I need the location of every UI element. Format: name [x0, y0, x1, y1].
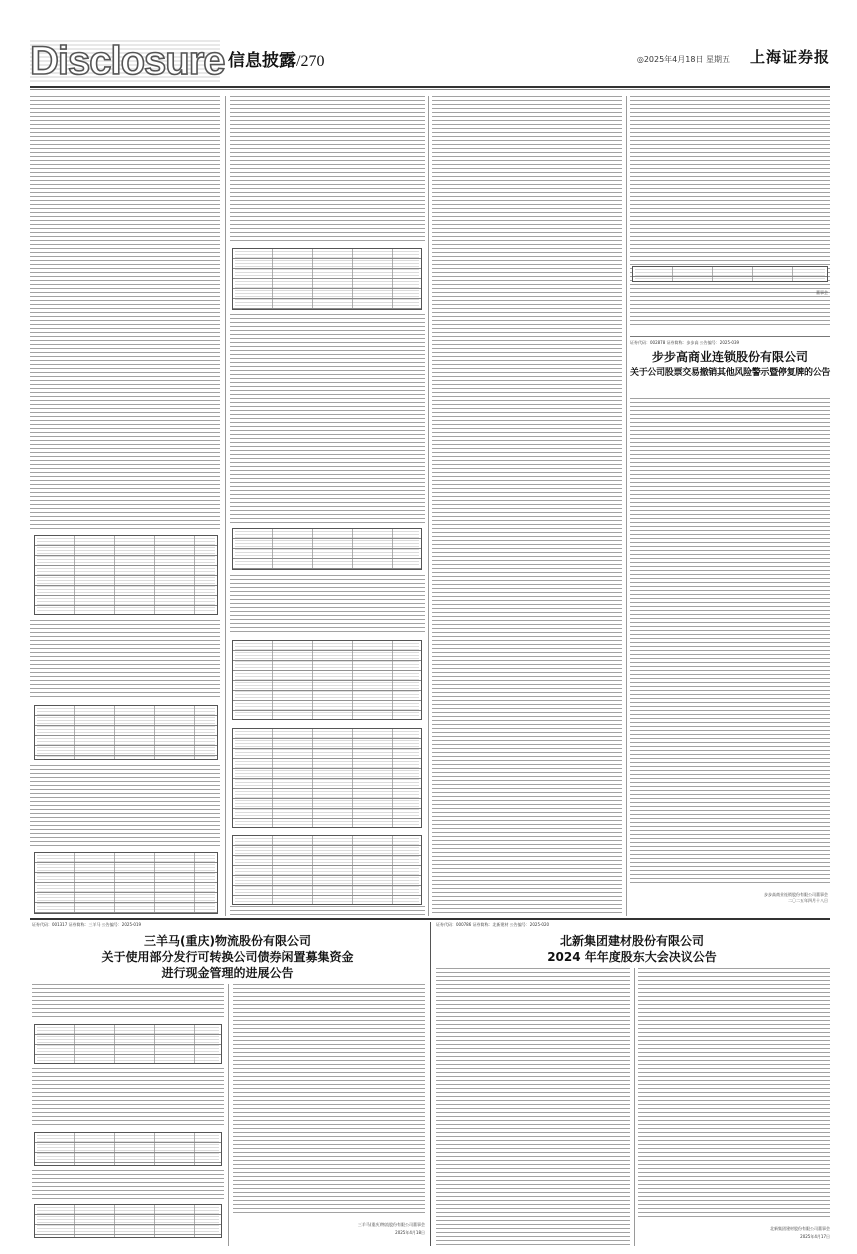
article-code-line: 证券代码：001317 证券简称：三羊马 公告编号：2025-019	[32, 922, 142, 927]
table-column-2e	[232, 835, 422, 905]
body-text-column-3a	[432, 96, 622, 916]
newspaper-name: 上海证券报	[749, 48, 830, 66]
article-code-line: 证券代码：002878 证券简称：步步高 公告编号：2025-039	[630, 340, 740, 345]
article-title: 北新集团建材股份有限公司	[559, 934, 704, 948]
article-body-text-left-3	[32, 1170, 224, 1200]
article-date: 2025年4月17日	[800, 1234, 830, 1239]
column-divider	[228, 984, 229, 1246]
section-title	[228, 46, 324, 71]
issue-date: ◎2025年4月18日 星期五	[636, 55, 730, 64]
article-table-left-2	[34, 1132, 222, 1166]
article-signoff: 北新集团建材股份有限公司董事会	[770, 1226, 830, 1231]
masthead-rule	[30, 86, 830, 88]
table-column-2c	[232, 640, 422, 720]
article-title: 三羊马(重庆)物流股份有限公司	[144, 934, 311, 948]
masthead	[30, 40, 830, 82]
article-body-text-left	[436, 968, 630, 1246]
article-body-text-left	[32, 984, 224, 1020]
article-body-text-right	[233, 984, 425, 1214]
disclosure-wordmark: Disclosure	[30, 39, 225, 83]
section-divider	[30, 918, 830, 920]
body-text-column-2a	[230, 96, 425, 244]
table-column-1b	[34, 705, 218, 760]
section-name: 信息披露	[228, 51, 296, 71]
article-top-rule	[630, 336, 830, 337]
article-body-text	[630, 398, 830, 886]
article-title: 步步高商业连锁股份有限公司	[651, 350, 808, 364]
article-date: 2025年4月18日	[395, 1230, 425, 1235]
article-signoff: 三羊马(重庆)物流股份有限公司董事会	[357, 1222, 425, 1227]
table-column-1c	[34, 852, 218, 914]
body-text-column-1b	[30, 620, 220, 700]
article-code-line: 证券代码：000786 证券简称：北新建材 公告编号：2025-020	[436, 922, 550, 927]
table-column-2a	[232, 248, 422, 310]
body-text-column-1c	[30, 765, 220, 847]
table-column-2d	[232, 728, 422, 828]
column-divider	[634, 968, 635, 1246]
column-divider	[428, 96, 429, 916]
body-text-column-2c	[230, 575, 425, 635]
table-column-4a	[632, 266, 828, 282]
table-column-2b	[232, 528, 422, 570]
article-date: 二〇二五年四月十八日	[788, 898, 828, 903]
body-text-column-1a	[30, 96, 220, 530]
article-table-left-3	[34, 1204, 222, 1238]
body-text-column-2d	[230, 906, 425, 918]
article-subtitle-line-2: 进行现金管理的进展公告	[161, 966, 294, 980]
column-divider	[225, 96, 226, 916]
article-table-left-1	[34, 1024, 222, 1064]
table-column-1a	[34, 535, 218, 615]
article-signoff: 步步高商业连锁股份有限公司董事会	[764, 892, 828, 897]
article-body-text-left-2	[32, 1068, 224, 1128]
article-body-text-right	[638, 968, 830, 1218]
article-subtitle: 2024 年年度股东大会决议公告	[547, 950, 717, 964]
masthead-rule-thin	[30, 89, 830, 90]
column-4-signoff: 董事会	[816, 290, 828, 295]
column-divider	[626, 96, 627, 916]
body-text-column-2b	[230, 314, 425, 524]
column-divider	[430, 922, 431, 1246]
page-number: /270	[296, 53, 325, 70]
article-subtitle-line-1: 关于使用部分发行可转换公司债券闲置募集资金	[101, 950, 354, 964]
article-subtitle: 关于公司股票交易撤销其他风险警示暨停复牌的公告	[630, 368, 831, 378]
